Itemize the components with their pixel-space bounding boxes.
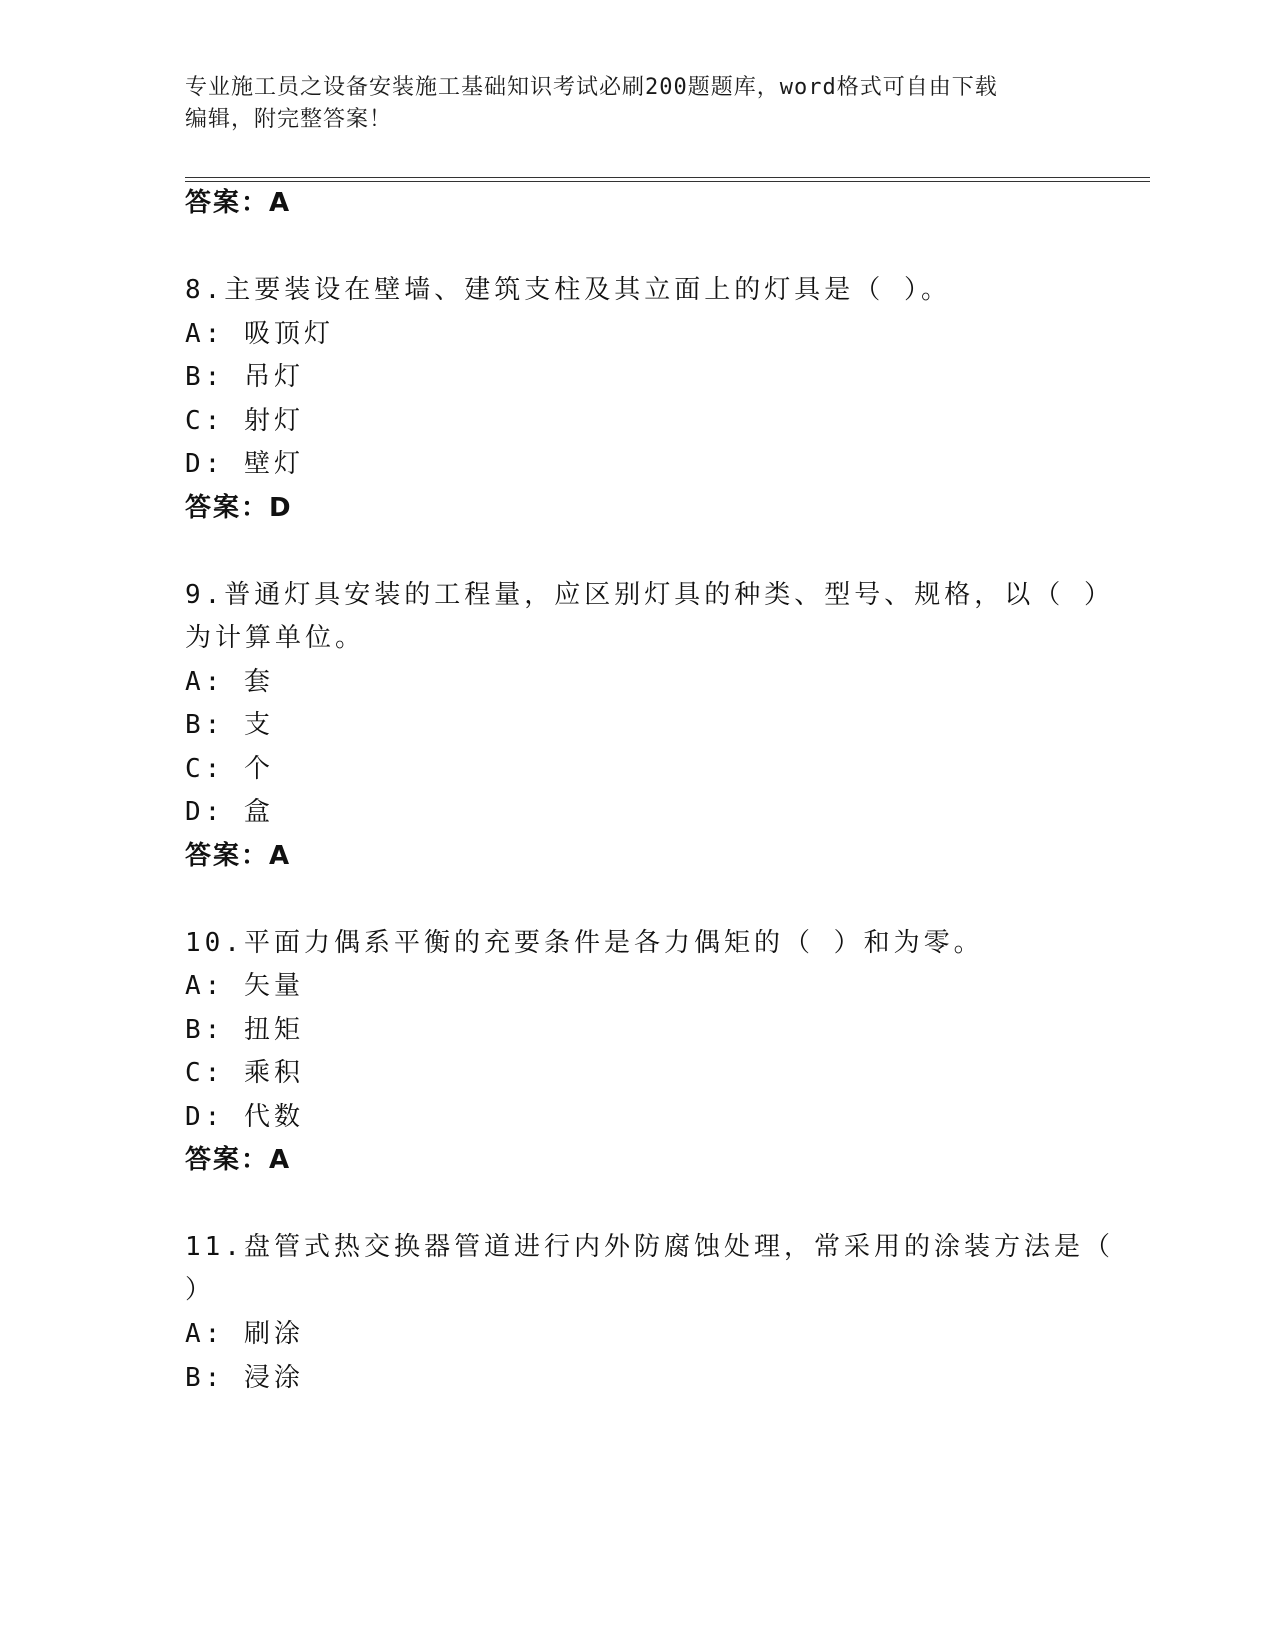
question-9-option-c: C: 个 xyxy=(185,754,274,784)
question-11-stem-line-1: 11.盘管式热交换器管道进行内外防腐蚀处理，常采用的涂装方法是（ xyxy=(185,1232,1114,1262)
question-8-answer: 答案：D xyxy=(185,493,293,523)
answer-prev: 答案：A xyxy=(185,188,292,218)
question-10-option-d: D: 代数 xyxy=(185,1102,304,1132)
question-10-stem: 10.平面力偶系平衡的充要条件是各力偶矩的（ ）和为零。 xyxy=(185,928,984,958)
document-header xyxy=(185,72,1065,136)
question-9-option-b: B: 支 xyxy=(185,710,274,740)
header-line-2: 编辑，附完整答案！ xyxy=(185,107,393,132)
question-10-option-b: B: 扭矩 xyxy=(185,1015,304,1045)
question-8-option-b: B: 吊灯 xyxy=(185,362,304,392)
question-9-option-a: A: 套 xyxy=(185,667,274,697)
header-divider xyxy=(185,177,1150,178)
question-9-stem-line-2: 为计算单位。 xyxy=(185,623,366,653)
question-11-stem-line-2: ） xyxy=(185,1275,216,1305)
question-9-answer: 答案：A xyxy=(185,841,292,871)
question-8-option-c: C: 射灯 xyxy=(185,406,304,436)
question-9-option-d: D: 盒 xyxy=(185,797,274,827)
question-11-option-b: B: 浸涂 xyxy=(185,1363,304,1393)
header-divider-second xyxy=(185,181,1150,182)
question-11-option-a: A: 刷涂 xyxy=(185,1319,304,1349)
question-9-stem-line-1: 9.普通灯具安装的工程量，应区别灯具的种类、型号、规格，以（ ） xyxy=(185,580,1114,610)
question-10-option-c: C: 乘积 xyxy=(185,1058,304,1088)
question-10-option-a: A: 矢量 xyxy=(185,971,304,1001)
question-8-option-d: D: 壁灯 xyxy=(185,449,304,479)
question-8-option-a: A: 吸顶灯 xyxy=(185,319,334,349)
question-8-stem: 8.主要装设在壁墙、建筑支柱及其立面上的灯具是（ ）。 xyxy=(185,275,951,305)
question-10-answer: 答案：A xyxy=(185,1145,292,1175)
header-line-1: 专业施工员之设备安装施工基础知识考试必刷200题题库，word格式可自由下载 xyxy=(185,75,998,100)
